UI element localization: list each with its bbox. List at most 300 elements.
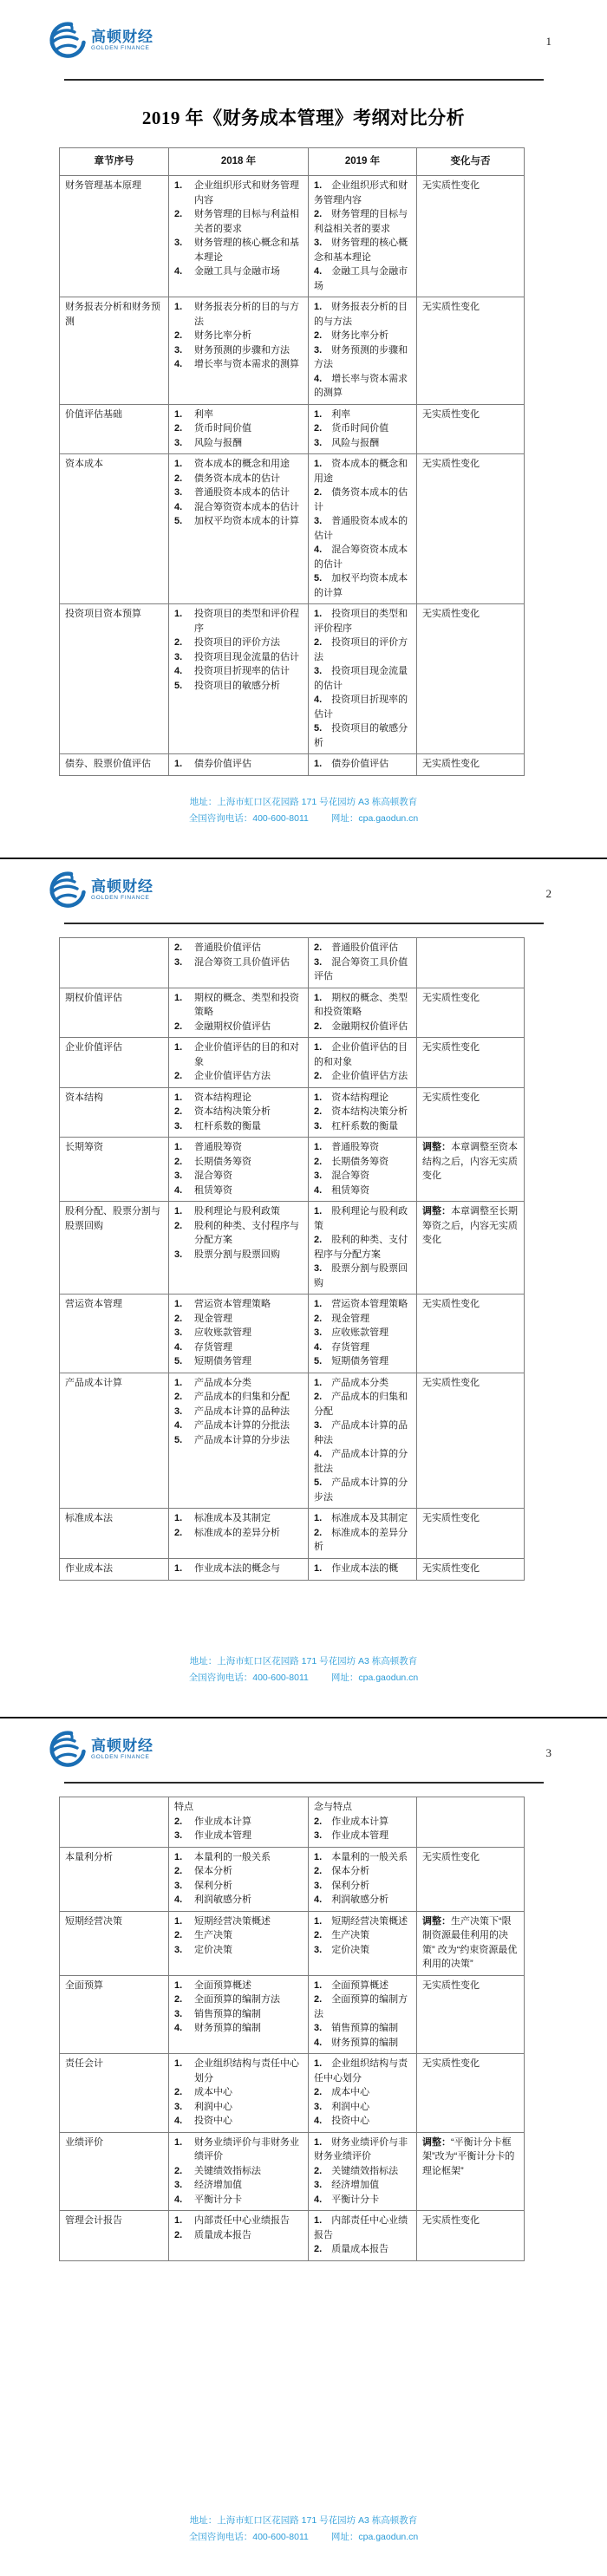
table-row xyxy=(60,297,525,405)
list-item-text: 作业成本管理 xyxy=(194,1830,251,1841)
list-item xyxy=(174,2178,304,2193)
list-item-number: 3. xyxy=(314,1830,323,1841)
list-item-number: 3. xyxy=(174,1405,183,1417)
list-item-number: 1. xyxy=(314,992,323,1003)
logo-english-name: GOLDEN FINANCE xyxy=(91,1754,150,1761)
list-item xyxy=(314,1800,412,1815)
footer-phone-label: 全国咨询电话： xyxy=(188,2531,253,2542)
list-item xyxy=(174,2164,304,2179)
list-item xyxy=(174,650,304,665)
list-item xyxy=(174,1219,304,1248)
list-item-text: 本量利的一般关系 xyxy=(194,1851,271,1862)
list-item xyxy=(314,2100,412,2115)
list-item xyxy=(174,2007,304,2022)
list-item-text: 投资项目折现率的估计 xyxy=(194,666,290,677)
list-item-number: 2. xyxy=(314,1021,323,1032)
list-item-number: 1. xyxy=(314,408,323,420)
cell-2019 xyxy=(309,1847,417,1911)
list-item-text: 营运资本管理策略 xyxy=(331,1299,408,1309)
list-item-text: 增长率与资本需求的测算 xyxy=(314,373,408,399)
cell-2018 xyxy=(169,1975,309,2054)
list-item xyxy=(314,1233,412,1262)
list-item xyxy=(174,457,304,472)
list-item-text: 产品成本分类 xyxy=(194,1377,251,1388)
list-item-text: 质量成本报告 xyxy=(194,2229,251,2240)
list-item xyxy=(174,329,304,343)
list-item-text: 投资项目现金流量的估计 xyxy=(194,651,299,662)
list-item-text: 财务管理的核心概念和基本理论 xyxy=(194,238,299,263)
cell-chapter: 责任会计 xyxy=(60,2054,169,2133)
page-footer xyxy=(0,2513,607,2545)
cell-change: 无实质性变化 xyxy=(417,1847,525,1911)
cell-2019 xyxy=(309,988,417,1038)
table-header-row xyxy=(60,148,525,176)
cell-change: 无实质性变化 xyxy=(417,1558,525,1580)
list-item xyxy=(314,1879,412,1894)
list-item-text: 保本分析 xyxy=(194,1866,232,1876)
cell-2019 xyxy=(309,1373,417,1509)
list-item-text: 作业成本计算 xyxy=(194,1816,251,1827)
table-row xyxy=(60,454,525,604)
list-item-text: 普通股资本成本的估计 xyxy=(314,516,408,541)
list-item-text: 本量利的一般关系 xyxy=(331,1851,408,1862)
table-row xyxy=(60,1087,525,1138)
list-item-text: 投资项目的敏感分析 xyxy=(194,680,280,691)
header-divider xyxy=(64,923,544,924)
column-header: 变化与否 xyxy=(417,148,525,176)
cell-change: 调整：本章调整至长期筹资之后，内容无实质变化 xyxy=(417,1202,525,1295)
list-item-text: 现金管理 xyxy=(194,1313,232,1324)
list-item-text: 利率 xyxy=(331,408,351,420)
footer-website-url: cpa.gaodun.cn xyxy=(358,812,419,824)
list-item xyxy=(174,1390,304,1405)
list-item-number: 4. xyxy=(314,2116,323,2126)
list-item-number: 3. xyxy=(174,437,183,448)
list-item-text: 短期债务管理 xyxy=(331,1356,389,1366)
list-item-text: 标准成本的差异分析 xyxy=(314,1527,408,1552)
list-item-number: 1. xyxy=(174,1851,183,1862)
logo-english-name: GOLDEN FINANCE xyxy=(91,45,150,52)
list-item xyxy=(314,1105,412,1119)
page-footer xyxy=(0,1653,607,1686)
list-item-number: 3. xyxy=(174,1120,183,1131)
list-item-text: 利润中心 xyxy=(331,2101,370,2112)
table-row xyxy=(60,404,525,454)
list-item xyxy=(174,1943,304,1958)
list-item-number: 1. xyxy=(174,408,183,420)
cell-2019 xyxy=(309,2132,417,2211)
list-item xyxy=(314,636,412,664)
list-item-number: 2. xyxy=(314,1392,323,1402)
list-item-text: 作业成本法的概 xyxy=(331,1562,399,1574)
list-item-text: 内部责任中心业绩报告 xyxy=(314,2215,408,2240)
list-item xyxy=(174,1815,304,1829)
list-item-text: 股票分割与股票回购 xyxy=(194,1249,280,1260)
footer-contact-line xyxy=(0,2529,607,2545)
page-header xyxy=(0,859,607,927)
list-item-number: 2. xyxy=(174,1392,183,1402)
list-item-text: 作业成本管理 xyxy=(331,1830,389,1841)
list-item xyxy=(174,679,304,694)
list-item-text: 全面预算的编制方法 xyxy=(194,1994,280,2005)
table-row xyxy=(60,1509,525,1559)
list-item-number: 5. xyxy=(314,1356,323,1366)
list-item-number: 2. xyxy=(174,1313,183,1324)
table-row xyxy=(60,754,525,776)
list-item-number: 3. xyxy=(314,1263,323,1274)
list-item-number: 3. xyxy=(174,1327,183,1338)
footer-phone-label: 全国咨询电话： xyxy=(188,812,253,824)
cell-2019 xyxy=(309,2054,417,2133)
list-item-text: 混合筹资工具价值评估 xyxy=(314,956,408,981)
cell-chapter xyxy=(60,938,169,988)
list-item xyxy=(174,408,304,422)
list-item xyxy=(314,2178,412,2193)
list-item xyxy=(314,1020,412,1034)
list-item-number: 3. xyxy=(314,1120,323,1131)
list-item xyxy=(174,607,304,636)
list-item-number: 1. xyxy=(174,1142,183,1152)
cell-change xyxy=(417,1797,525,1848)
cell-change: 无实质性变化 xyxy=(417,2211,525,2261)
table-row xyxy=(60,1038,525,1088)
list-item xyxy=(174,1914,304,1929)
list-item-number: 2. xyxy=(174,1156,183,1167)
cell-change: 无实质性变化 xyxy=(417,297,525,405)
list-item-number: 4. xyxy=(314,2194,323,2205)
list-item-text: 成本中心 xyxy=(194,2087,232,2097)
list-item xyxy=(174,1248,304,1262)
footer-website-url: cpa.gaodun.cn xyxy=(358,1672,419,1683)
list-item xyxy=(314,757,412,772)
list-item-number: 4. xyxy=(174,2116,183,2126)
list-item xyxy=(314,1992,412,2021)
cell-2018 xyxy=(169,1509,309,1559)
list-item-text: 短期经营决策概述 xyxy=(194,1915,271,1927)
gaodun-logo xyxy=(49,1730,153,1768)
list-item-text: 股利的种类、支付程序与分配方案 xyxy=(314,1235,408,1260)
list-item-number: 2. xyxy=(174,637,183,649)
list-item xyxy=(314,1119,412,1134)
list-item xyxy=(174,486,304,500)
list-item-text: 产品成本计算的分批法 xyxy=(314,1449,408,1474)
list-item-number: 2. xyxy=(174,1994,183,2005)
list-item-text: 产品成本计算的分批法 xyxy=(194,1420,290,1431)
list-item-text: 财务管理的目标与利益相关者的要求 xyxy=(314,209,408,234)
list-item-text: 销售预算的编制 xyxy=(194,2008,261,2019)
list-item-text: 销售预算的编制 xyxy=(331,2023,399,2033)
list-item-number: 1. xyxy=(314,1142,323,1152)
list-item xyxy=(174,514,304,529)
list-item-number: 1. xyxy=(174,1979,183,1991)
list-item-number: 1. xyxy=(174,992,183,1003)
list-item-text: 定价决策 xyxy=(194,1944,232,1955)
list-item-number: 2. xyxy=(314,330,323,342)
list-item-number: 1. xyxy=(314,1299,323,1309)
cell-change: 无实质性变化 xyxy=(417,1509,525,1559)
list-item-number: 3. xyxy=(174,2008,183,2019)
table-row xyxy=(60,1295,525,1373)
list-item-number: 3. xyxy=(314,1944,323,1955)
list-item xyxy=(174,1069,304,1084)
cell-2019 xyxy=(309,176,417,297)
list-item-number: 3. xyxy=(314,1327,323,1338)
list-item-text: 企业组织形式和财务管理内容 xyxy=(194,180,299,205)
list-item-number: 1. xyxy=(174,1915,183,1927)
logo-text xyxy=(91,878,153,902)
list-item xyxy=(174,500,304,515)
list-item-number: 1. xyxy=(314,180,323,192)
list-item-text: 资本结构理论 xyxy=(331,1092,389,1103)
list-item xyxy=(314,1340,412,1355)
list-item xyxy=(174,955,304,970)
list-item-number: 2. xyxy=(314,209,323,220)
cell-2019 xyxy=(309,1797,417,1848)
list-item-number: 4. xyxy=(174,1341,183,1353)
list-item-number: 1. xyxy=(174,180,183,192)
table-row xyxy=(60,176,525,297)
list-item-text: 关键绩效指标法 xyxy=(331,2165,399,2176)
column-header: 2018 年 xyxy=(169,148,309,176)
list-item-text: 生产决策 xyxy=(331,1930,370,1940)
cell-chapter: 企业价值评估 xyxy=(60,1038,169,1088)
list-item-number: 1. xyxy=(314,2058,323,2069)
page-number: 1 xyxy=(545,35,552,48)
list-item-text: 混合筹资资本成本的估计 xyxy=(314,545,408,570)
cell-2019 xyxy=(309,1975,417,2054)
list-item-text: 产品成本计算的分步法 xyxy=(314,1477,408,1503)
cell-chapter: 业绩评价 xyxy=(60,2132,169,2211)
list-item-number: 3. xyxy=(174,1249,183,1260)
document-title: 2019 年《财务成本管理》考纲对比分析 xyxy=(141,108,466,128)
list-item xyxy=(174,2136,304,2164)
page-header xyxy=(0,0,607,83)
cell-2018 xyxy=(169,1295,309,1373)
list-item-text: 金融期权价值评估 xyxy=(194,1021,271,1032)
list-item-text: 企业价值评估的目的和对象 xyxy=(194,1042,299,1067)
list-item-number: 1. xyxy=(314,1562,323,1574)
list-item-text: 企业组织结构与责任中心划分 xyxy=(194,2058,299,2084)
list-item-number: 2. xyxy=(174,2087,183,2097)
table-row xyxy=(60,1847,525,1911)
list-item-text: 利润敏感分析 xyxy=(331,1895,389,1905)
list-item xyxy=(314,1312,412,1327)
cell-2019 xyxy=(309,1038,417,1088)
list-item-number: 1. xyxy=(314,759,323,770)
list-item xyxy=(314,1204,412,1233)
cell-2018 xyxy=(169,1847,309,1911)
list-item-text: 债务资本成本的估计 xyxy=(314,487,408,512)
cell-2019 xyxy=(309,1911,417,1975)
change-label: 调整： xyxy=(422,1206,451,1216)
logo-text xyxy=(91,29,153,52)
list-item-text: 期权的概念、类型和投资策略 xyxy=(194,992,299,1017)
list-item xyxy=(314,421,412,436)
list-item-number: 1. xyxy=(314,1377,323,1388)
list-item-text: 标准成本及其制定 xyxy=(194,1513,271,1523)
list-item xyxy=(314,2242,412,2257)
list-item-text: 租赁筹资 xyxy=(331,1184,370,1196)
list-item xyxy=(174,343,304,358)
footer-contact-line xyxy=(0,811,607,826)
list-item xyxy=(314,1040,412,1069)
list-item-number: 1. xyxy=(174,759,183,770)
list-item xyxy=(174,2228,304,2243)
list-item xyxy=(174,1020,304,1034)
list-item-number: 5. xyxy=(314,573,323,584)
list-item xyxy=(314,1069,412,1084)
list-item-text: 资本成本的概念和用途 xyxy=(194,459,290,470)
list-item-text: 财务业绩评价与非财务业绩评价 xyxy=(314,2136,408,2162)
cell-chapter xyxy=(60,1797,169,1848)
list-item-number: 3. xyxy=(174,2101,183,2112)
list-item xyxy=(314,457,412,486)
list-item xyxy=(314,2136,412,2164)
cell-chapter: 短期经营决策 xyxy=(60,1911,169,1975)
list-item-number: 2. xyxy=(174,330,183,342)
cell-change: 无实质性变化 xyxy=(417,1038,525,1088)
list-item-number: 1. xyxy=(174,302,183,313)
list-item-number: 2. xyxy=(174,1071,183,1081)
list-item-text: 资本结构理论 xyxy=(194,1092,251,1103)
list-item-number: 2. xyxy=(174,2229,183,2240)
list-item-number: 3. xyxy=(174,651,183,662)
list-item xyxy=(174,2021,304,2036)
list-item-text: 货币时间价值 xyxy=(194,423,251,434)
list-item xyxy=(314,1418,412,1447)
cell-chapter: 股利分配、股票分割与股票回购 xyxy=(60,1202,169,1295)
document-page xyxy=(0,0,607,858)
comparison-table xyxy=(59,1797,525,2261)
list-item-text: 长期债务筹资 xyxy=(331,1156,389,1167)
list-item-text: 企业价值评估的目的和对象 xyxy=(314,1042,408,1067)
list-item-number: 2. xyxy=(314,1816,323,1827)
list-item-text: 念与特点 xyxy=(314,1802,352,1812)
footer-phone-number: 400-600-8011 xyxy=(252,2531,309,2542)
list-item-text: 财务预测的步骤和方法 xyxy=(194,344,290,355)
table-row xyxy=(60,1558,525,1580)
list-item-text: 全面预算概述 xyxy=(194,1979,251,1991)
table-row xyxy=(60,938,525,988)
cell-2018 xyxy=(169,1202,309,1295)
cell-2019 xyxy=(309,404,417,454)
list-item-number: 1. xyxy=(314,1092,323,1103)
list-item-number: 4. xyxy=(314,1341,323,1353)
footer-address: 地址：上海市虹口区花园路 171 号花园坊 A3 栋高顿教育 xyxy=(189,1656,418,1667)
list-item-number: 4. xyxy=(314,1184,323,1196)
cell-change: 无实质性变化 xyxy=(417,1295,525,1373)
page-number: 3 xyxy=(545,1746,552,1759)
cell-2018 xyxy=(169,938,309,988)
list-item-text: 股票分割与股票回购 xyxy=(314,1263,408,1288)
list-item-number: 2. xyxy=(314,423,323,434)
list-item-number: 1. xyxy=(314,1979,323,1991)
cell-change: 无实质性变化 xyxy=(417,754,525,776)
list-item xyxy=(174,1105,304,1119)
list-item xyxy=(174,1091,304,1105)
list-item-number: 3. xyxy=(174,956,183,968)
cell-2019 xyxy=(309,1087,417,1138)
gaodun-logo-icon xyxy=(49,871,87,909)
list-item-text: 标准成本的差异分析 xyxy=(194,1527,280,1538)
list-item xyxy=(174,1405,304,1419)
logo-chinese-name: 高顿财经 xyxy=(91,877,153,895)
list-item-number: 1. xyxy=(174,2215,183,2226)
list-item xyxy=(314,2164,412,2179)
cell-chapter: 管理会计报告 xyxy=(60,2211,169,2261)
cell-chapter: 本量利分析 xyxy=(60,1847,169,1911)
list-item-text: 普通股价值评估 xyxy=(331,942,399,953)
list-item xyxy=(174,2100,304,2115)
list-item-text: 混合筹资 xyxy=(331,1171,370,1181)
list-item xyxy=(174,991,304,1020)
list-item xyxy=(174,2057,304,2085)
list-item-number: 2. xyxy=(314,1930,323,1940)
list-item-text: 风险与报酬 xyxy=(331,437,380,448)
list-item xyxy=(174,1326,304,1340)
list-item xyxy=(314,179,412,207)
footer-website-label: 网址： xyxy=(330,2531,359,2542)
list-item-text: 企业价值评估方法 xyxy=(331,1071,408,1081)
cell-2019 xyxy=(309,604,417,754)
list-item-text: 利率 xyxy=(194,408,213,420)
list-item-number: 5. xyxy=(174,1356,183,1366)
list-item-text: 普通股筹资 xyxy=(194,1142,242,1152)
list-item-text: 期权的概念、类型和投资策略 xyxy=(314,992,408,1017)
list-item-number: 3. xyxy=(314,238,323,249)
list-item-text: 债券价值评估 xyxy=(194,759,251,770)
list-item-number: 1. xyxy=(314,302,323,313)
cell-2019 xyxy=(309,454,417,604)
list-item xyxy=(314,2193,412,2208)
list-item-text: 资本结构决策分析 xyxy=(194,1106,271,1117)
list-item xyxy=(174,1992,304,2007)
gaodun-logo xyxy=(49,871,153,909)
list-item xyxy=(314,1390,412,1418)
footer-contact-line xyxy=(0,1670,607,1686)
list-item xyxy=(314,264,412,293)
list-item xyxy=(174,1928,304,1943)
cell-chapter: 全面预算 xyxy=(60,1975,169,2054)
list-item-text: 企业组织形式和财务管理内容 xyxy=(314,180,408,205)
cell-2018 xyxy=(169,988,309,1038)
list-item-text: 经济增加值 xyxy=(194,2180,242,2190)
list-item-text: 债务资本成本的估计 xyxy=(194,473,280,484)
list-item-text: 作业成本法的概念与 xyxy=(194,1562,280,1574)
list-item xyxy=(314,1262,412,1290)
cell-change: 无实质性变化 xyxy=(417,176,525,297)
list-item-text: 财务比率分析 xyxy=(194,330,251,342)
list-item xyxy=(314,207,412,236)
list-item-number: 2. xyxy=(314,1071,323,1081)
list-item-number: 2. xyxy=(314,487,323,499)
list-item-number: 5. xyxy=(174,680,183,691)
list-item xyxy=(314,721,412,750)
list-item-number: 5. xyxy=(174,1434,183,1445)
list-item-text: 投资项目的评价方法 xyxy=(314,637,408,662)
list-item-text: 金融期权价值评估 xyxy=(331,1021,408,1032)
cell-chapter: 财务管理基本原理 xyxy=(60,176,169,297)
cell-2019 xyxy=(309,1295,417,1373)
list-item-text: 混合筹资工具价值评估 xyxy=(194,956,290,968)
list-item-number: 4. xyxy=(314,695,323,706)
list-item-text: 股利的种类、支付程序与分配方案 xyxy=(194,1220,299,1245)
list-item xyxy=(174,1184,304,1198)
list-item xyxy=(314,408,412,422)
list-item xyxy=(314,941,412,955)
list-item-text: 质量成本报告 xyxy=(331,2244,389,2254)
table-row xyxy=(60,988,525,1038)
